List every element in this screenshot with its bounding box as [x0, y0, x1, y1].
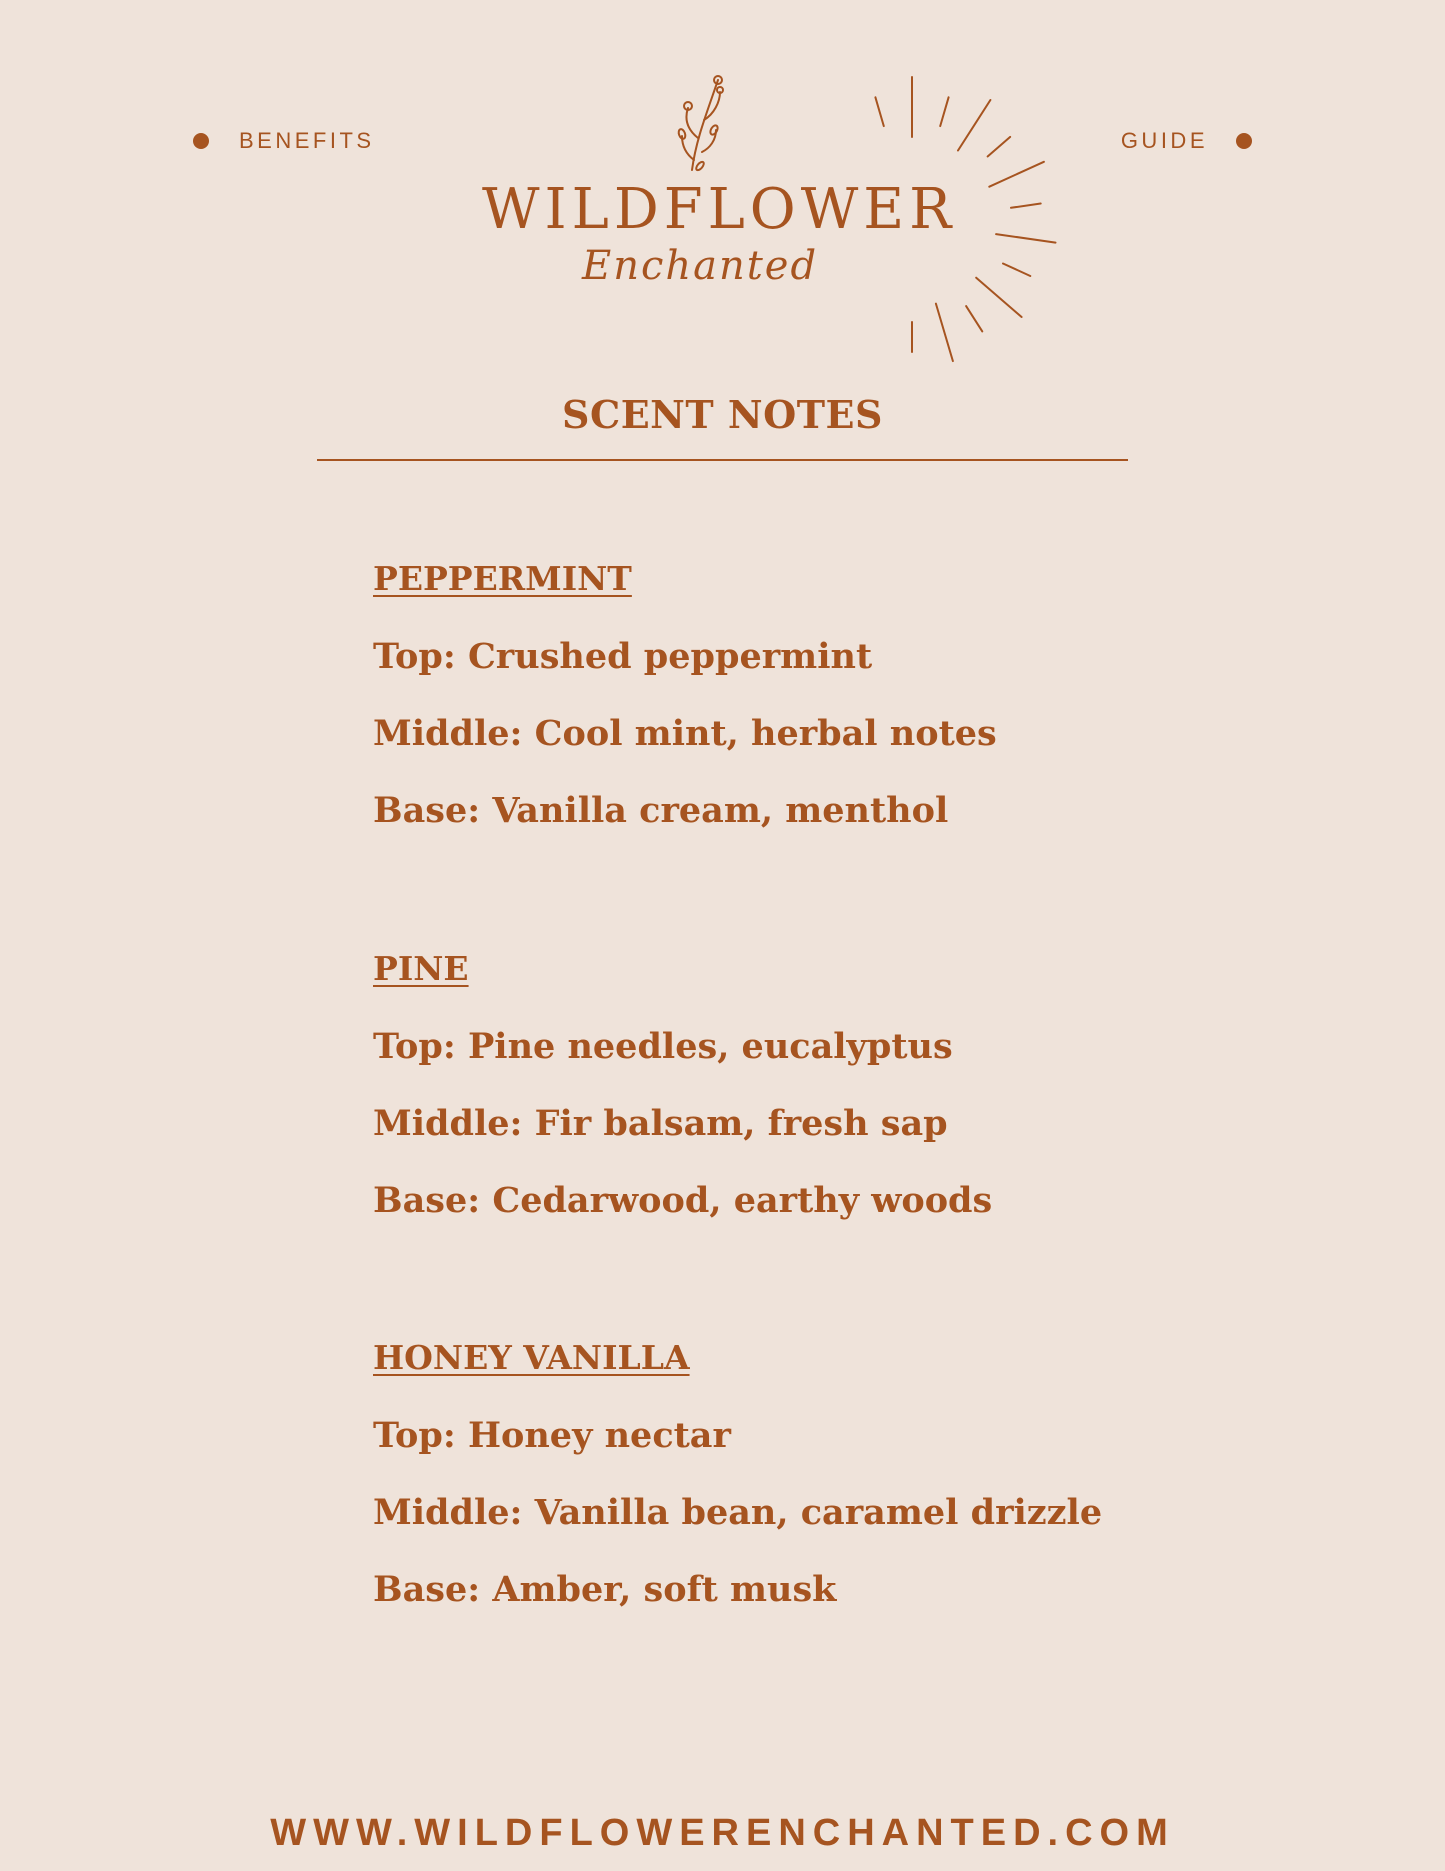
middle-note: Middle: Cool mint, herbal notes [373, 713, 997, 754]
sunburst-ray [875, 97, 883, 126]
sunburst-ray [1011, 204, 1041, 208]
nav-guide [1121, 128, 1252, 154]
brand-name: WILDFLOWER [482, 177, 957, 242]
top-note: Top: Honey nectar [373, 1415, 731, 1456]
sunburst-ray [996, 234, 1055, 243]
nav-benefits [193, 128, 375, 154]
sunburst-ray [988, 137, 1011, 157]
website-url: WWW.WILDFLOWERENCHANTED.COM [270, 1812, 1175, 1854]
scent-name: PEPPERMINT [373, 559, 632, 598]
bullet-dot-icon [1236, 133, 1252, 149]
top-note: Top: Pine needles, eucalyptus [373, 1026, 953, 1067]
nav-benefits-label: BENEFITS [239, 128, 375, 153]
brand-logo [470, 70, 1070, 380]
sunburst-ray [1003, 264, 1030, 277]
base-note: Base: Amber, soft musk [373, 1569, 837, 1610]
wildflower-icon [677, 76, 723, 171]
sunburst-ray [958, 100, 990, 151]
sunburst-ray [989, 162, 1044, 187]
nav-guide-label: GUIDE [1120, 128, 1208, 153]
sunburst-ray [936, 304, 953, 362]
sunburst-ray [940, 97, 948, 126]
top-note: Top: Crushed peppermint [373, 636, 873, 677]
scent-section-honey-vanilla [373, 1338, 1103, 1610]
sunburst-ray [976, 278, 1021, 317]
scent-section-peppermint [373, 559, 997, 831]
sunburst-ray [966, 306, 982, 331]
middle-note: Middle: Fir balsam, fresh sap [373, 1103, 948, 1144]
bullet-dot-icon [193, 133, 209, 149]
title-divider [317, 459, 1128, 461]
scent-name: HONEY VANILLA [373, 1338, 690, 1377]
scent-name: PINE [373, 949, 469, 988]
scent-section-pine [373, 949, 993, 1221]
base-note: Base: Cedarwood, earthy woods [373, 1180, 993, 1221]
middle-note: Middle: Vanilla bean, caramel drizzle [373, 1492, 1103, 1533]
brand-tagline: Enchanted [582, 243, 819, 289]
base-note: Base: Vanilla cream, menthol [373, 790, 949, 831]
page-title: SCENT NOTES [562, 392, 883, 437]
